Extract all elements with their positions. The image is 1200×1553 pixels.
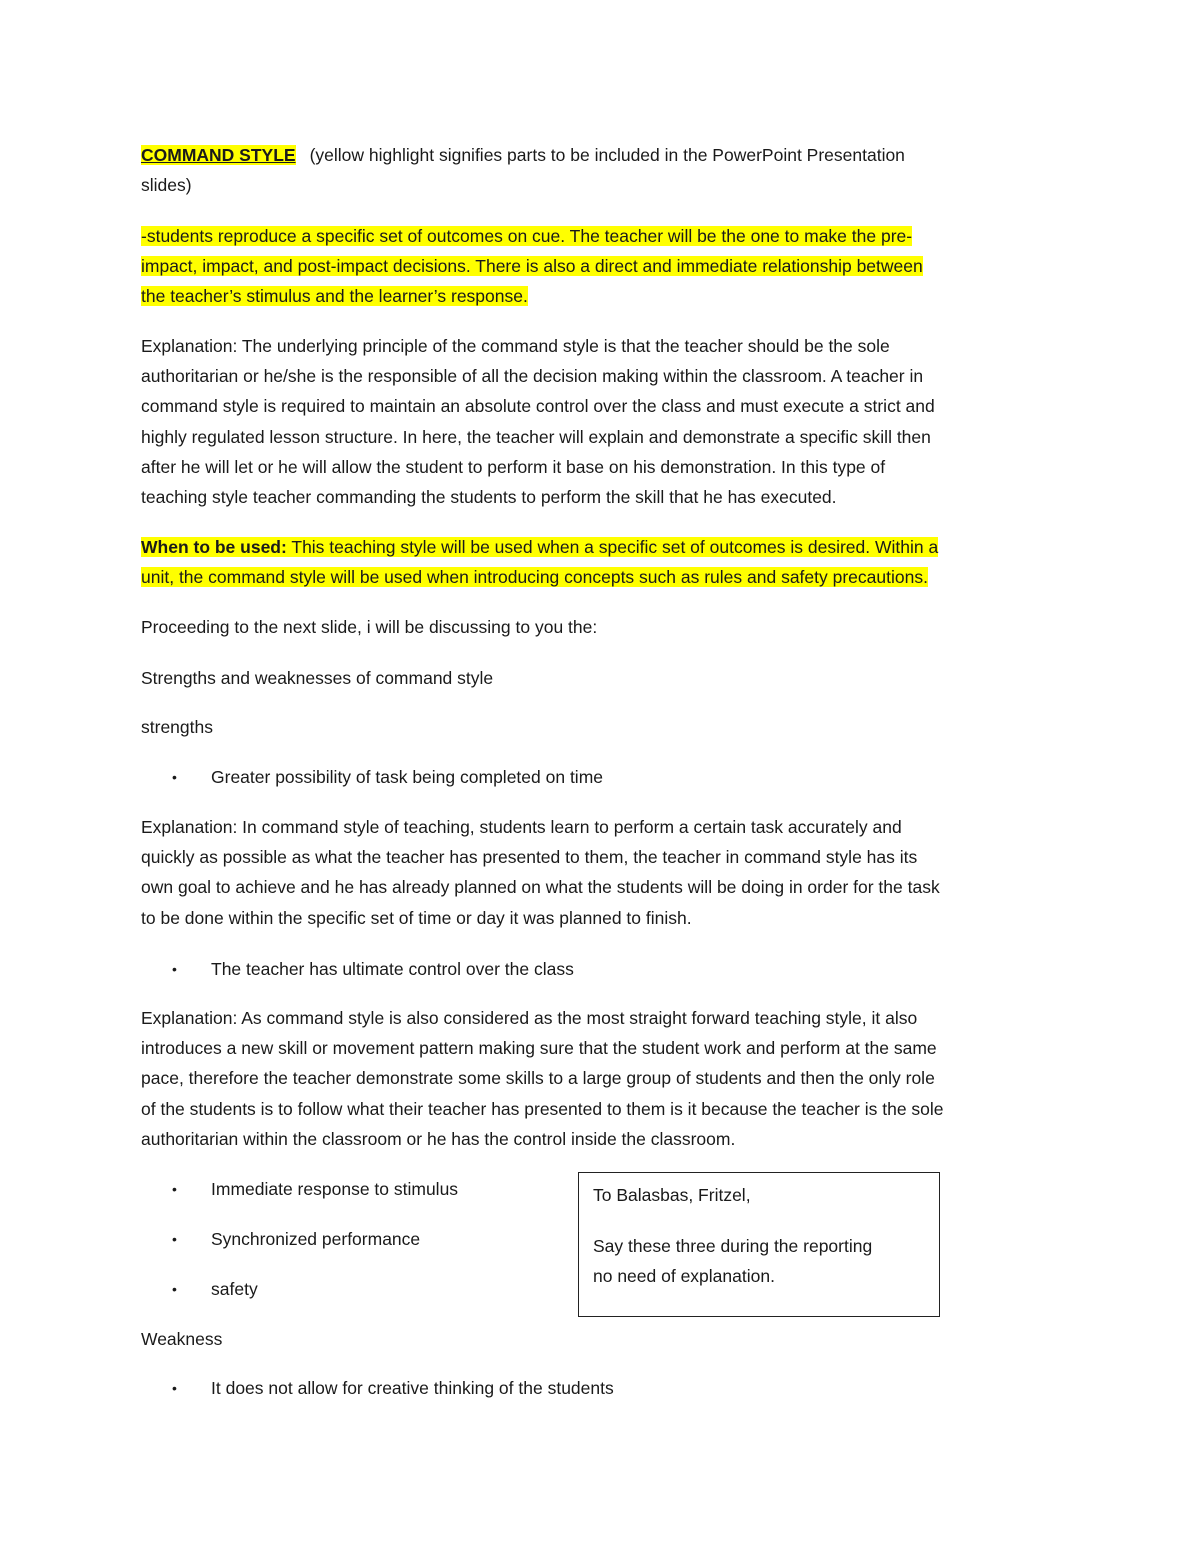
bullet-icon: • [172, 769, 177, 785]
definition-paragraph [141, 221, 1061, 312]
text-line: authoritarian within the classroom or he has the control inside the classroom. [141, 1128, 736, 1149]
text-line: Explanation: In command style of teaching, students learn to perform a certain task accurately and [141, 817, 902, 837]
list-item-text: Immediate response to stimulus [211, 1179, 459, 1199]
proceeding-line: Proceeding to the next slide, i will be discussing to you the: [141, 617, 598, 637]
heading-paragraph [141, 140, 1061, 200]
note-recipient: To Balasbas, Fritzel, [593, 1185, 751, 1205]
when-to-use-label: When to be used: [141, 537, 287, 557]
text-line: after he will let or he will allow the student to perform it base on his demonstration. In this type of [141, 456, 886, 477]
explanation-paragraph-2 [141, 812, 1061, 933]
text-line: Explanation: As command style is also considered as the most straight forward teaching style, it also [141, 1008, 918, 1028]
strengths-weaknesses-heading: Strengths and weaknesses of command style [141, 668, 494, 688]
text-line: of the students is to follow what their teacher has presented to them is it because the teacher is the sole [141, 1098, 944, 1119]
highlight-note: (yellow highlight signifies parts to be included in the PowerPoint Presentation [309, 145, 905, 165]
when-to-use-text: unit, the command style will be used when introducing concepts such as rules and safety precautions. [141, 567, 928, 588]
list-item-text: Synchronized performance [211, 1229, 421, 1249]
text-line: pace, therefore the teacher demonstrate some skills to a large group of students and then the only role [141, 1068, 935, 1089]
bullet-icon: • [172, 961, 177, 977]
bullet-icon: • [172, 1231, 177, 1247]
when-to-use-text: This teaching style will be used when a specific set of outcomes is desired. Within a [286, 537, 939, 557]
text-line: teaching style teacher commanding the students to perform the skill that he has executed. [141, 487, 837, 508]
definition-line: the teacher’s stimulus and the learner’s response. [141, 286, 528, 307]
list-item-text: The teacher has ultimate control over the class [211, 959, 574, 979]
list-item-text: safety [211, 1279, 258, 1299]
text-line: command style is required to maintain an absolute control over the class and must execute a strict and [141, 396, 935, 417]
definition-line: impact, impact, and post-impact decisions. There is also a direct and immediate relationship between [141, 256, 923, 277]
text-line: highly regulated lesson structure. In here, the teacher will explain and demonstrate a specific skill then [141, 426, 931, 447]
list-item-text: Greater possibility of task being completed on time [211, 767, 603, 787]
text-line: Explanation: The underlying principle of the command style is that the teacher should be the sole [141, 336, 890, 356]
note-instruction-line: no need of explanation. [593, 1266, 775, 1286]
text-line: quickly as possible as what the teacher has presented to them, the teacher in command style has its [141, 847, 918, 868]
when-to-use-paragraph [141, 532, 1061, 592]
highlight-note-continued: slides) [141, 175, 192, 196]
definition-line: -students reproduce a specific set of outcomes on cue. The teacher will be the one to make the pre- [141, 226, 913, 246]
strengths-label: strengths [141, 717, 213, 737]
note-instruction-line: Say these three during the reporting [593, 1236, 873, 1256]
text-line: introduces a new skill or movement pattern making sure that the student work and perform at the same [141, 1038, 937, 1059]
bullet-icon: • [172, 1181, 177, 1197]
bullet-icon: • [172, 1380, 177, 1396]
bullet-icon: • [172, 1281, 177, 1297]
list-item-text: It does not allow for creative thinking of the students [211, 1378, 614, 1398]
weakness-label: Weakness [141, 1329, 223, 1349]
text-line: to be done within the specific set of time or day it was planned to finish. [141, 907, 692, 928]
text-line: authoritarian or he/she is the responsible of all the decision making within the classroom. A teacher in [141, 366, 924, 387]
text-line: own goal to achieve and he has already planned on what the students will be doing in order for the task [141, 877, 940, 898]
section-title: COMMAND STYLE [141, 145, 296, 165]
explanation-paragraph-3 [141, 1003, 1061, 1154]
note-text-box [578, 1172, 940, 1317]
explanation-paragraph-1 [141, 331, 1061, 512]
